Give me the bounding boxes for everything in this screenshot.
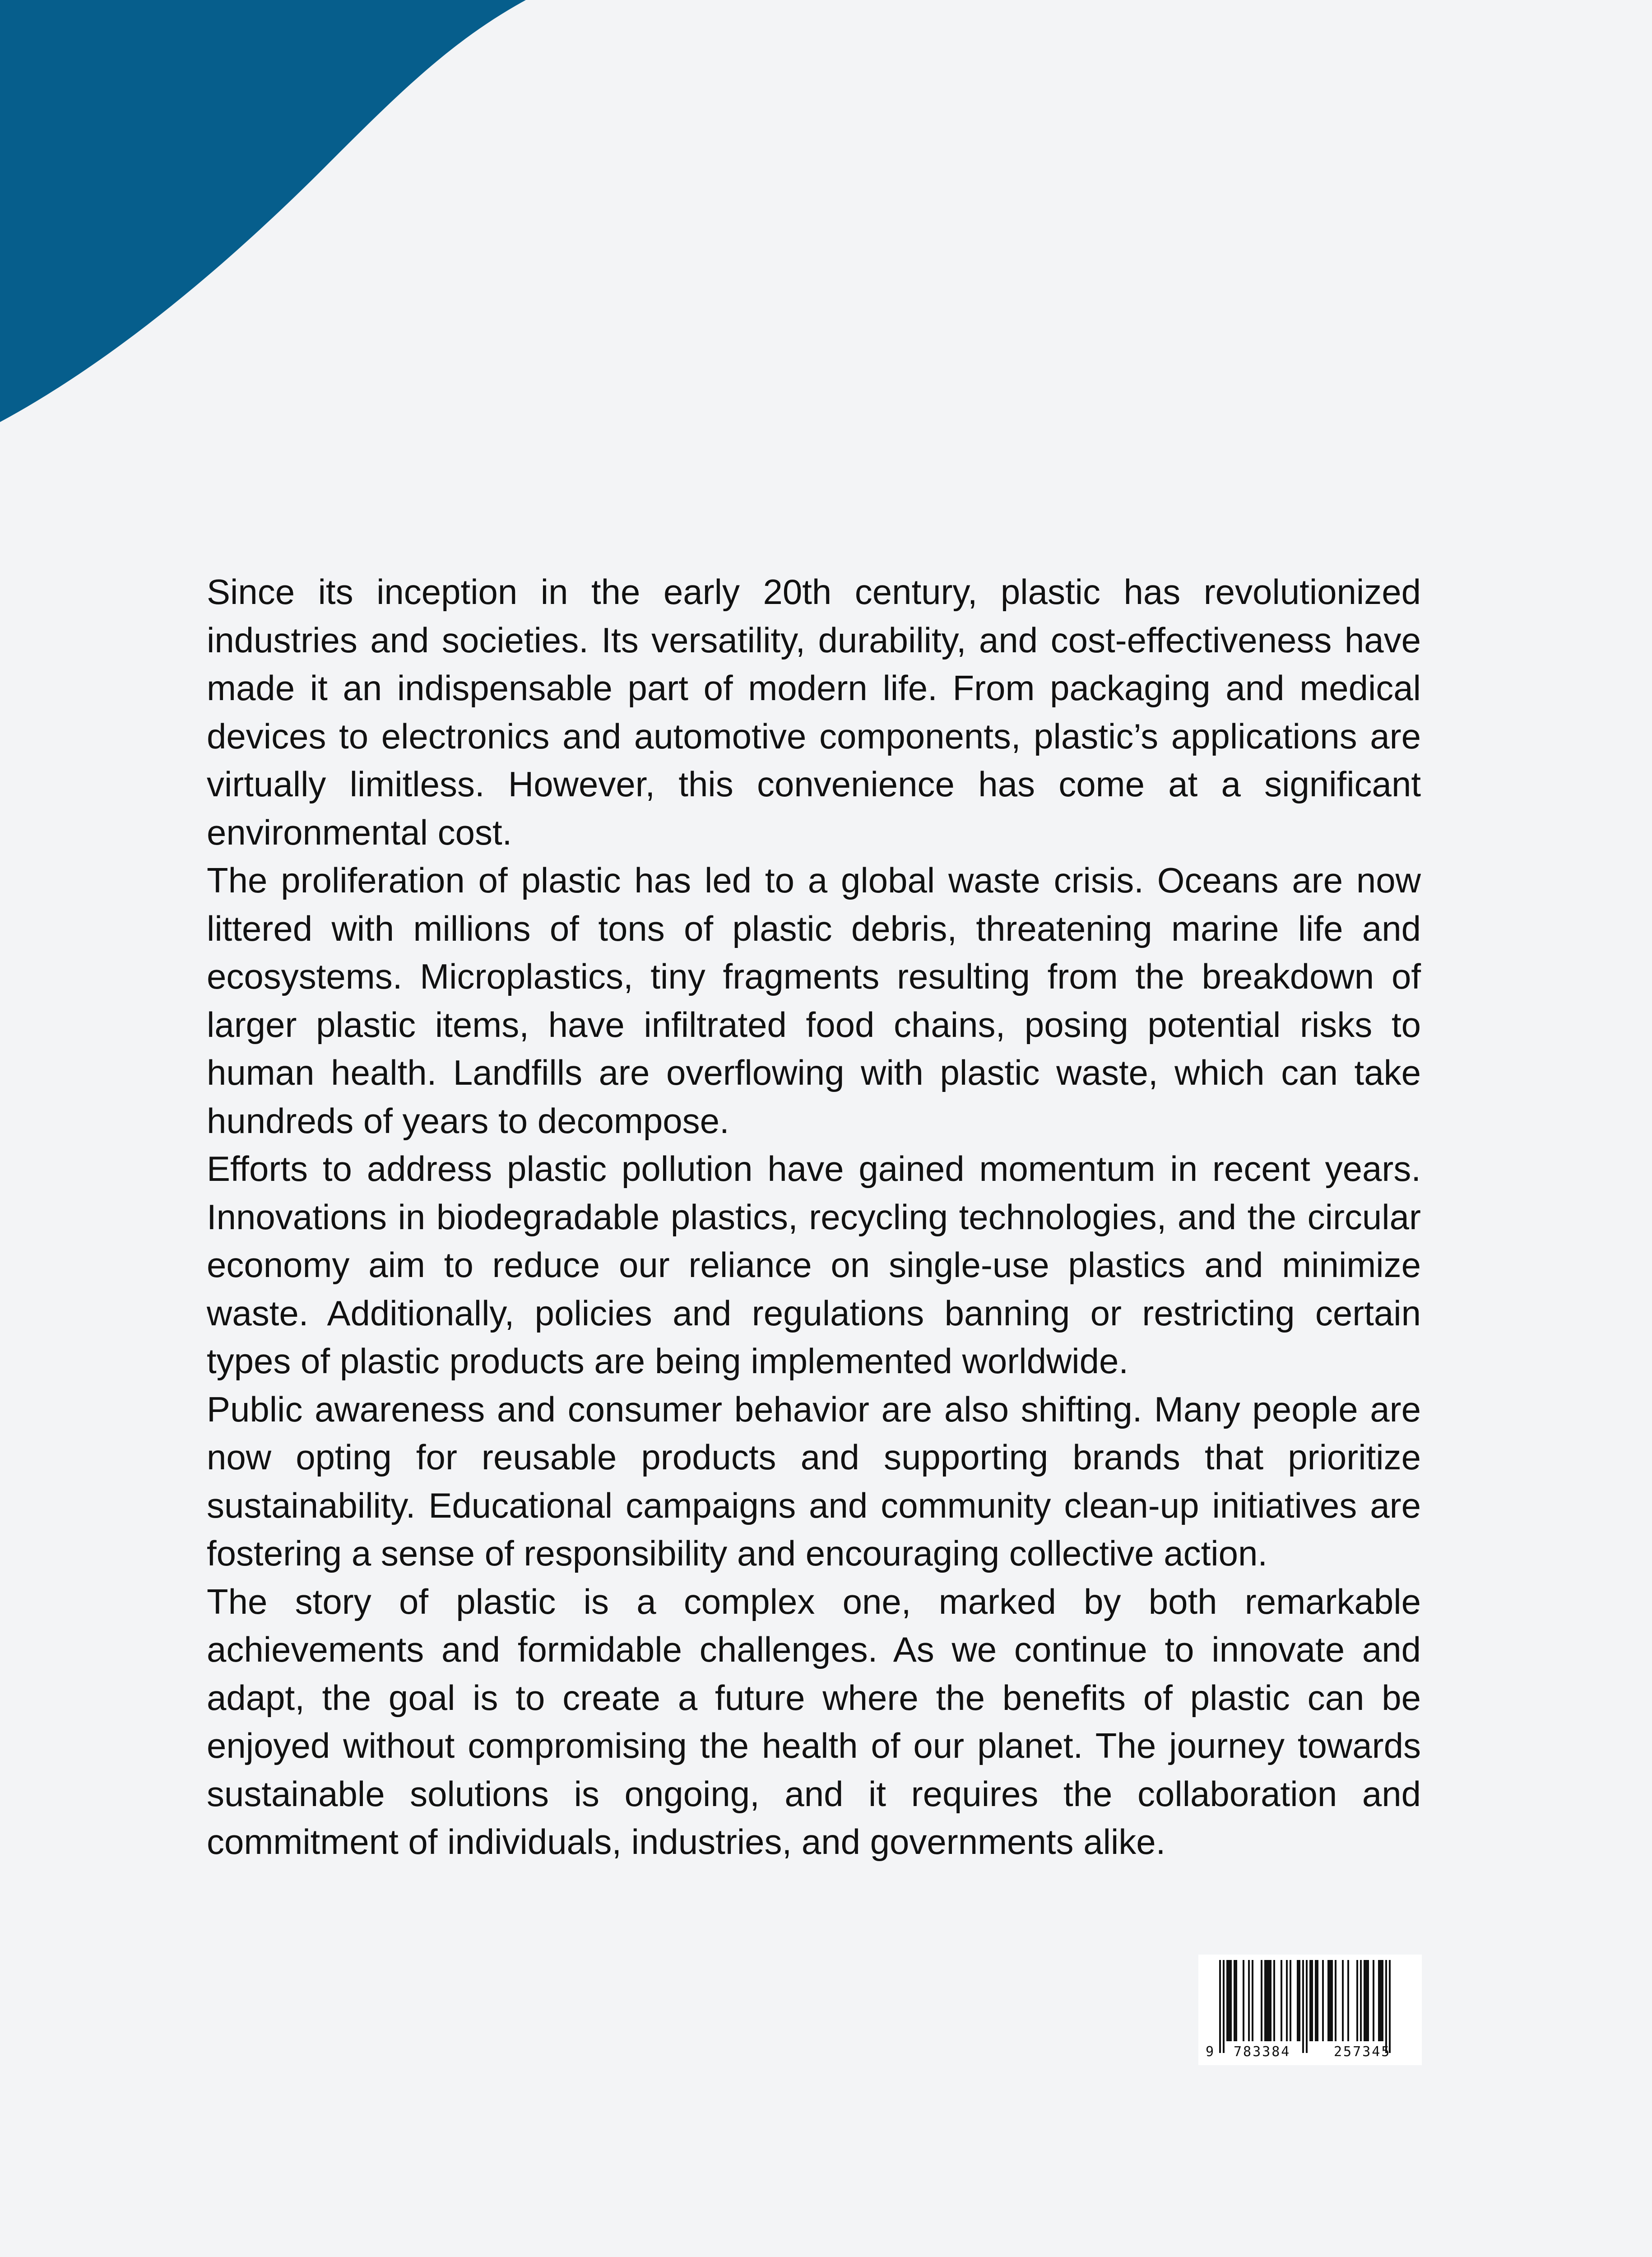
wave-fill <box>0 0 526 422</box>
barcode-bar <box>1364 1960 1365 2041</box>
blurb-paragraph-3: Efforts to address plastic pollution have gained momentum in recent years. Innovations in biodegradable plastics, recycling technologies, and the circular economy aim to reduce our reliance on single-use plastics and minimize waste. Additionally, policies and regulations banning or restricting certain types of plastic products are being implemented worldwide. <box>207 1149 1421 1381</box>
barcode-bar <box>1342 1960 1344 2041</box>
barcode-bar <box>1243 1960 1244 2041</box>
barcode-bar <box>1286 1960 1288 2041</box>
barcode-bar <box>1223 1960 1225 2053</box>
barcode-bar <box>1228 1960 1230 2041</box>
barcode-bar <box>1317 1960 1318 2041</box>
barcode-bar <box>1290 1960 1291 2041</box>
barcode-bar <box>1266 1960 1268 2041</box>
barcode-bar <box>1302 1960 1304 2053</box>
barcode-bar <box>1331 1960 1333 2041</box>
barcode-bar <box>1365 1960 1367 2041</box>
barcode-bar <box>1329 1960 1331 2041</box>
barcode-bar <box>1385 1960 1387 2053</box>
barcode-bar <box>1234 1960 1235 2041</box>
barcode-bar <box>1264 1960 1266 2041</box>
isbn-barcode <box>1198 1955 1422 2065</box>
back-cover-blurb <box>207 568 1421 1866</box>
barcode-bar <box>1306 1960 1308 2053</box>
barcode-bar <box>1270 1960 1271 2041</box>
barcode-left-digits: 783384 <box>1234 2044 1291 2060</box>
barcode-bar <box>1230 1960 1232 2041</box>
barcode-bar <box>1373 1960 1374 2041</box>
barcode-bar <box>1311 1960 1313 2041</box>
barcode-bar <box>1219 1960 1221 2053</box>
barcode-bar <box>1378 1960 1380 2041</box>
barcode-bar <box>1347 1960 1349 2041</box>
barcode-bar <box>1389 1960 1391 2053</box>
blurb-paragraph-1: Since its inception in the early 20th century, plastic has revolutionized industries and societies. Its versatility, durability, and cost-effectiveness have made it an indispensable part of modern life. From packaging and medical devices to electronics and automotive components, plastic’s applications are virtually limitless. However, this convenience has come at a significant environmental cost. <box>207 572 1421 852</box>
barcode-bar <box>1367 1960 1369 2041</box>
decorative-wave-shape <box>0 0 542 433</box>
barcode-bar <box>1226 1960 1228 2041</box>
barcode-bar <box>1261 1960 1262 2041</box>
barcode-bar <box>1315 1960 1317 2041</box>
barcode-bar <box>1360 1960 1362 2041</box>
barcode-bar <box>1235 1960 1237 2041</box>
barcode-bar <box>1252 1960 1253 2041</box>
barcode-bar <box>1382 1960 1383 2041</box>
barcode-lead-digit: 9 <box>1206 2044 1216 2060</box>
barcode-bar <box>1281 1960 1282 2041</box>
blurb-paragraph-2: The proliferation of plastic has led to a global waste crisis. Oceans are now littered with millions of tons of plastic debris, threatening marine life and ecosystems. Microplastics, tiny fragments resulting from the breakdown of larger plastic items, have infiltrated food chains, posing potential risks to human health. Landfills are overflowing with plastic waste, which can take hundreds of years to decompose. <box>207 860 1421 1141</box>
blurb-paragraph-4: Public awareness and consumer behavior are also shifting. Many people are now opting for reusable products and supporting brands that prioritize sustainability. Educational campaigns and community clean-up initiatives are fostering a sense of responsibility and encouraging collective action. <box>207 1389 1421 1573</box>
barcode-bar <box>1335 1960 1336 2041</box>
barcode-right-digits: 257345 <box>1334 2044 1391 2060</box>
barcode-bar <box>1273 1960 1275 2041</box>
barcode-bar <box>1309 1960 1311 2041</box>
blurb-paragraph-5: The story of plastic is a complex one, marked by both remarkable achievements and formidable challenges. As we continue to innovate and adapt, the goal is to create a future where the benefits of plastic can be enjoyed without compromising the health of our planet. The journey towards sustainable solutions is ongoing, and it requires the collaboration and commitment of individuals, industries, and governments alike. <box>207 1581 1421 1862</box>
barcode-bar <box>1297 1960 1299 2041</box>
barcode-bar <box>1248 1960 1250 2041</box>
barcode-bar <box>1322 1960 1324 2041</box>
barcode-bar <box>1327 1960 1329 2041</box>
barcode-bar <box>1268 1960 1270 2041</box>
barcode-bar <box>1380 1960 1382 2041</box>
barcode-bar <box>1356 1960 1358 2041</box>
barcode-bar <box>1299 1960 1300 2041</box>
